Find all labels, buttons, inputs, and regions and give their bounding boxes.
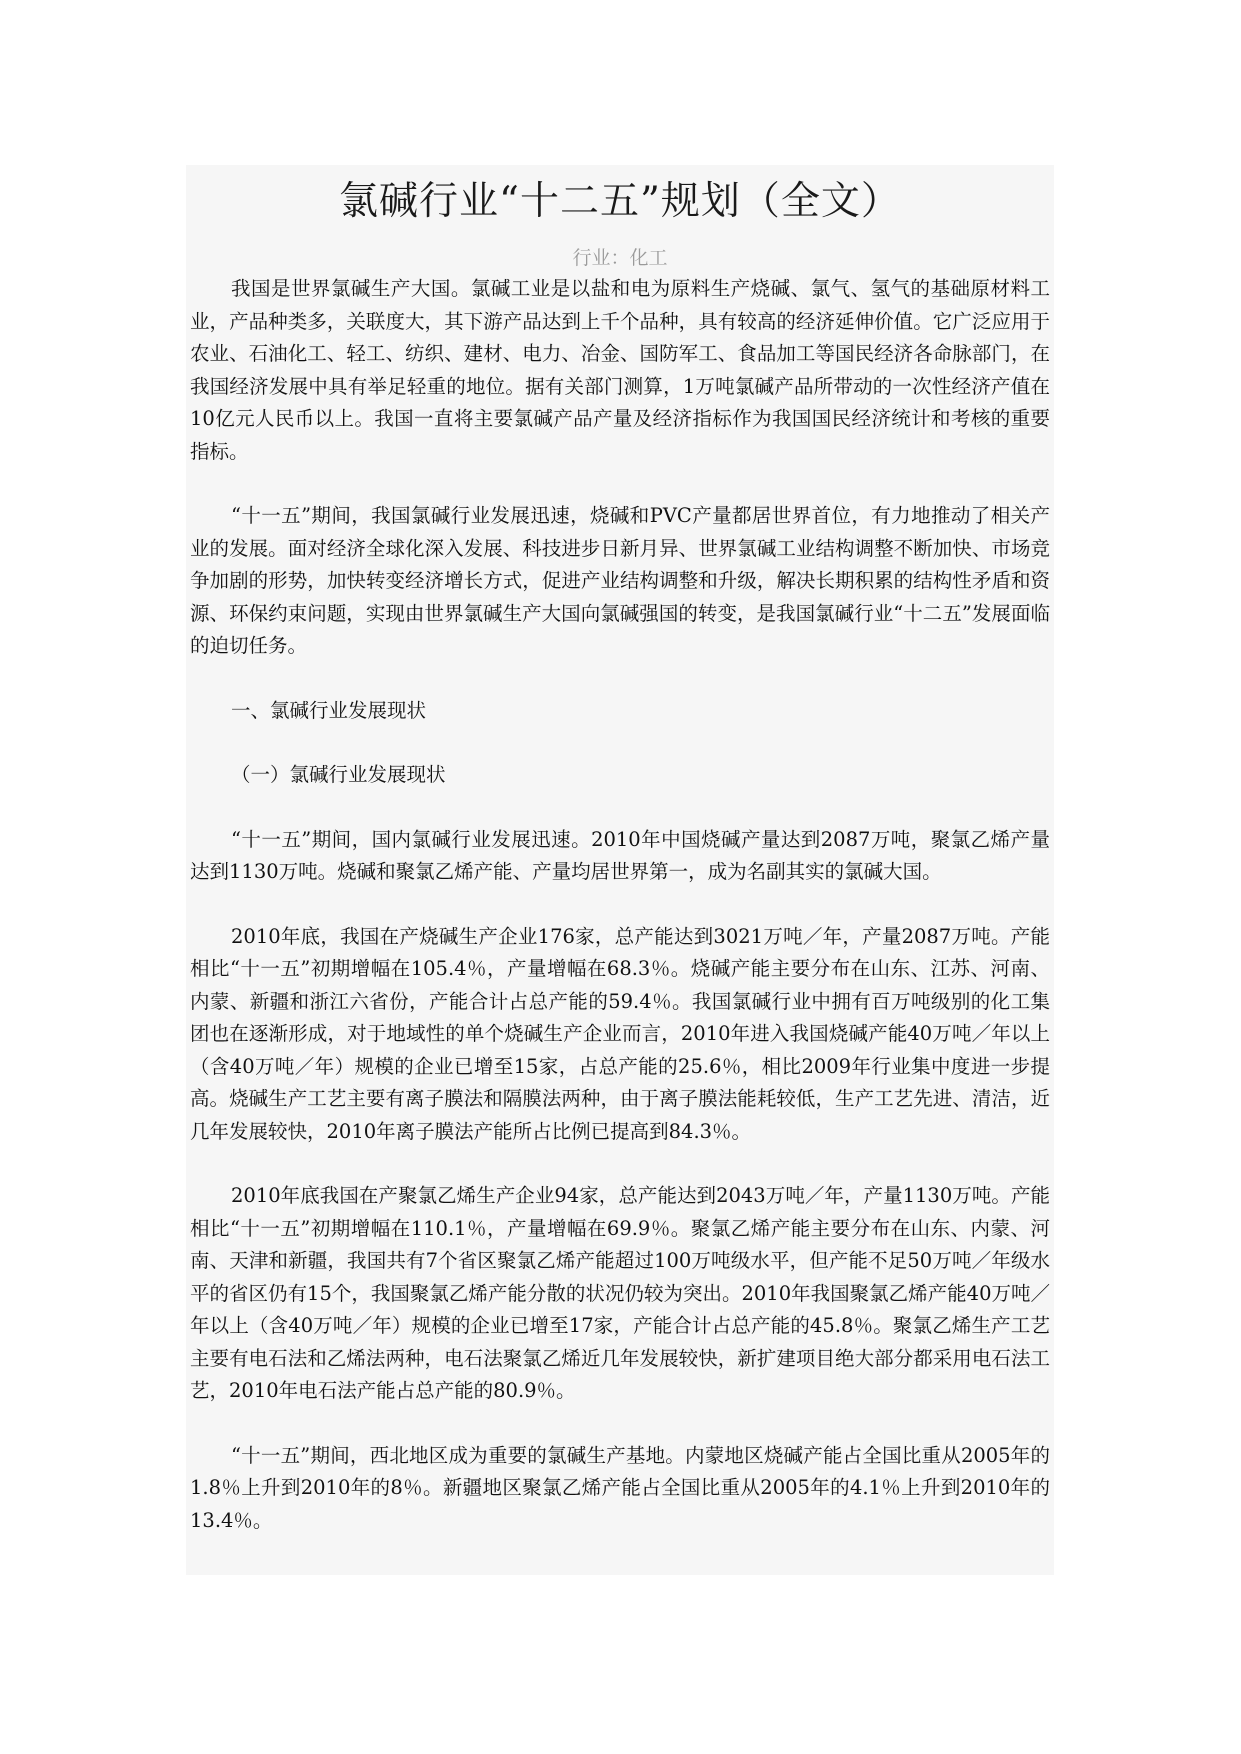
document-page: [186, 165, 1054, 1575]
paragraph-body-2: 2010年底，我国在产烧碱生产企业176家，总产能达到3021万吨／年，产量2087万吨。产能相比“十一五”初期增幅在105.4％，产量增幅在68.3％。烧碱产能主要分布在山东、江苏、河南、内蒙、新疆和浙江六省份，产能合计占总产能的59.4％。我国氯碱行业中拥有百万吨级别的化工集团也在逐渐形成，对于地域性的单个烧碱生产企业而言，2010年进入我国烧碱产能40万吨／年以上（含40万吨／年）规模的企业已增至15家，占总产能的25.6％，相比2009年行业集中度进一步提高。烧碱生产工艺主要有离子膜法和隔膜法两种，由于离子膜法能耗较低，生产工艺先进、清洁，近几年发展较快，2010年离子膜法产能所占比例已提高到84.3％。: [190, 924, 1050, 1143]
paragraph-intro-1: 我国是世界氯碱生产大国。氯碱工业是以盐和电为原料生产烧碱、氯气、氢气的基础原材料工业，产品种类多，关联度大，其下游产品达到上千个品种，具有较高的经济延伸价值。它广泛应用于农业、石油化工、轻工、纺织、建材、电力、冶金、国防军工、食品加工等国民经济各命脉部门，在我国经济发展中具有举足轻重的地位。据有关部门测算，1万吨氯碱产品所带动的一次性经济产值在10亿元人民币以上。我国一直将主要氯碱产品产量及经济指标作为我国国民经济统计和考核的重要指标。: [190, 277, 1050, 463]
subsection-heading: （一）氯碱行业发展现状: [231, 763, 446, 786]
paragraph-body-4: “十一五”期间，西北地区成为重要的氯碱生产基地。内蒙地区烧碱产能占全国比重从2005年的1.8％上升到2010年的8％。新疆地区聚氯乙烯产能占全国比重从2005年的4.1％上升到2010年的13.4％。: [190, 1443, 1050, 1532]
paragraph-intro-2: “十一五”期间，我国氯碱行业发展迅速，烧碱和PVC产量都居世界首位，有力地推动了相关产业的发展。面对经济全球化深入发展、科技进步日新月异、世界氯碱工业结构调整不断加快、市场竞争加剧的形势，加快转变经济增长方式，促进产业结构调整和升级，解决长期积累的结构性矛盾和资源、环保约束问题，实现由世界氯碱生产大国向氯碱强国的转变，是我国氯碱行业“十二五”发展面临的迫切任务。: [190, 504, 1050, 657]
document-title: 氯碱行业“十二五”规划（全文）: [339, 179, 901, 224]
paragraph-body-3: 2010年底我国在产聚氯乙烯生产企业94家，总产能达到2043万吨／年，产量1130万吨。产能相比“十一五”初期增幅在110.1％，产量增幅在69.9％。聚氯乙烯产能主要分布在山东、内蒙、河南、天津和新疆，我国共有7个省区聚氯乙烯产能超过100万吨级水平，但产能不足50万吨／年级水平的省区仍有15个，我国聚氯乙烯产能分散的状况仍较为突出。2010年我国聚氯乙烯产能40万吨／年以上（含40万吨／年）规模的企业已增至17家，产能合计占总产能的45.8％。聚氯乙烯生产工艺主要有电石法和乙烯法两种，电石法聚氯乙烯近几年发展较快，新扩建项目绝大部分都采用电石法工艺，2010年电石法产能占总产能的80.9％。: [190, 1184, 1050, 1402]
paragraph-body-1: “十一五”期间，国内氯碱行业发展迅速。2010年中国烧碱产量达到2087万吨，聚氯乙烯产量达到1130万吨。烧碱和聚氯乙烯产能、产量均居世界第一，成为名副其实的氯碱大国。: [190, 827, 1050, 883]
document-category: 行业：化工: [572, 247, 668, 269]
section-heading: 一、氯碱行业发展现状: [231, 698, 427, 722]
